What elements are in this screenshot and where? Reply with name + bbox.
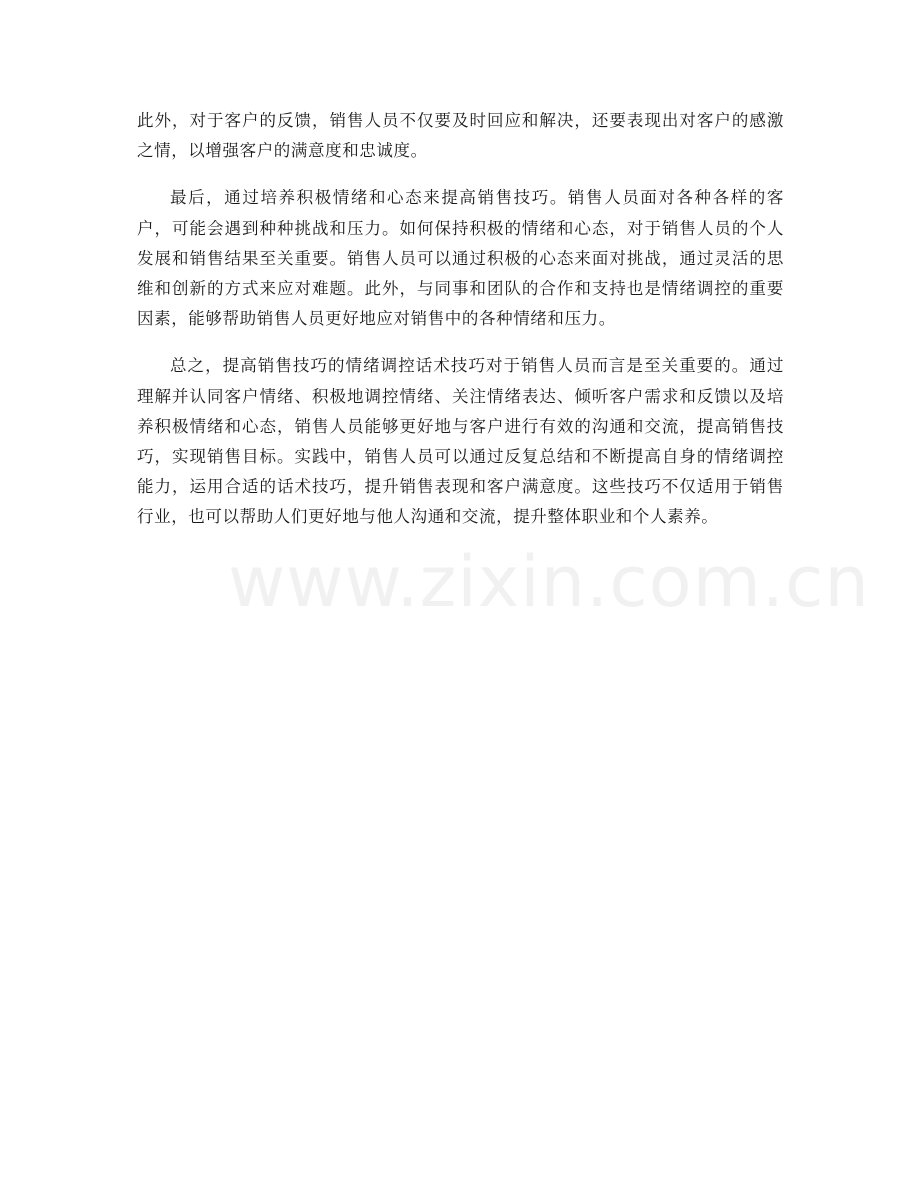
watermark: www.zixin.com.cn xyxy=(228,541,870,623)
paragraph-conclusion: 总之，提高销售技巧的情绪调控话术技巧对于销售人员而言是至关重要的。通过理解并认同客户情绪、积极地调控情绪、关注情绪表达、倾听客户需求和反馈以及培养积极情绪和心态，销售人员能够更好地与客户进行有效的沟通和交流，提高销售技巧，实现销售目标。实践中，销售人员可以通过反复总结和不断提高自身的情绪调控能力，运用合适的话术技巧，提升销售表现和客户满意度。这些技巧不仅适用于销售行业，也可以帮助人们更好地与他人沟通和交流，提升整体职业和个人素养。 xyxy=(137,356,784,527)
paragraph-feedback: 此外，对于客户的反馈，销售人员不仅要及时回应和解决，还要表现出对客户的感激之情，以增强客户的满意度和忠诚度。 xyxy=(137,111,784,161)
paragraph-positive-mindset: 最后，通过培养积极情绪和心态来提高销售技巧。销售人员面对各种各样的客户，可能会遇到种种挑战和压力。如何保持积极的情绪和心态，对于销售人员的个人发展和销售结果至关重要。销售人员可以通过积极的心态来面对挑战，通过灵活的思维和创新的方式来应对难题。此外，与同事和团队的合作和支持也是情绪调控的重要因素，能够帮助销售人员更好地应对销售中的各种情绪和压力。 xyxy=(137,188,784,329)
document-body xyxy=(137,106,784,550)
